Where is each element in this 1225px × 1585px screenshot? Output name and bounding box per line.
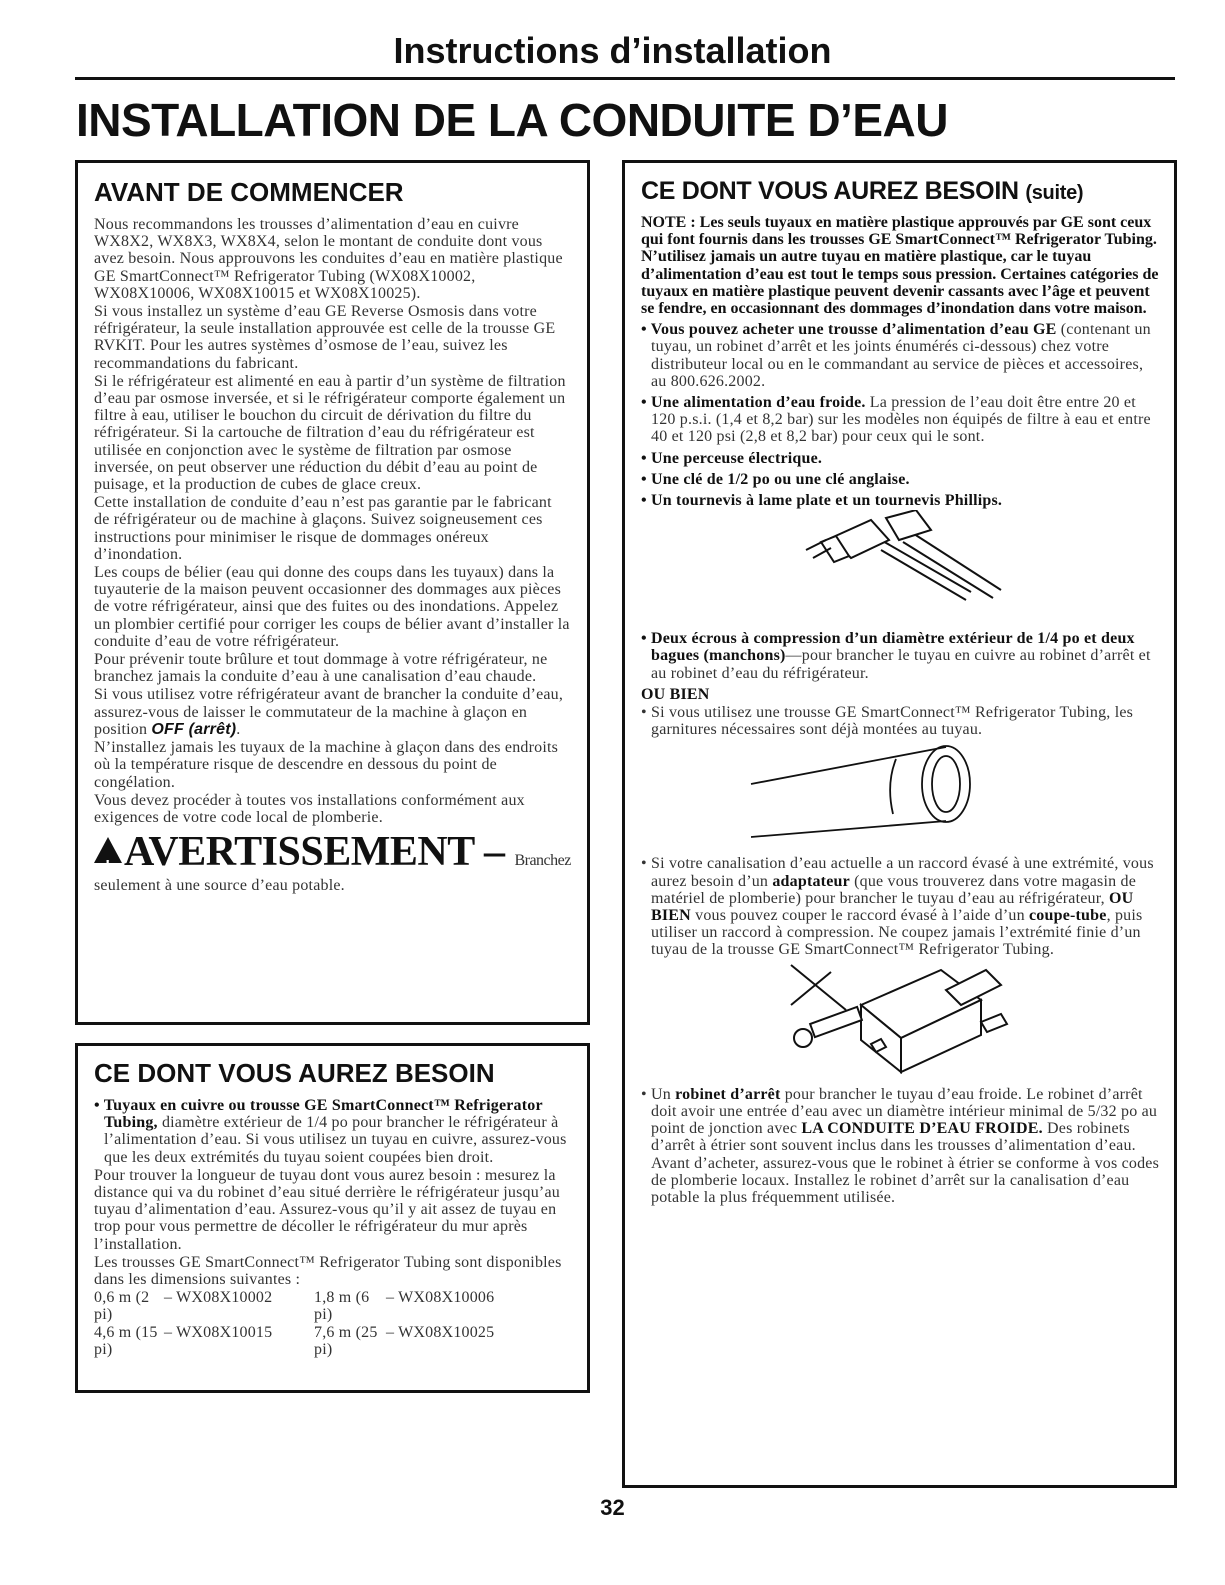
- besoin-heading: CE DONT VOUS AUREZ BESOIN: [94, 1058, 495, 1088]
- list-item: [641, 321, 1160, 390]
- warning-triangle-icon: [94, 837, 122, 876]
- avant-paragraph: Si vous installez un système d’eau GE Reverse Osmosis dans votre réfrigérateur, la seule installation approuvée est celle de la trousse GE RVKIT. Pour les autres systèmes d’osmose de l’eau, suivez les recommandations du fabricant.: [94, 303, 556, 372]
- ce-dont-box: [75, 1043, 590, 1393]
- tubing-sizes-table: [94, 1289, 573, 1358]
- warning-block: [94, 830, 571, 883]
- item-text: (que vous trouverez dans votre magasin de matériel de plomberie) pour brancher le tuyau d’eau au réfrigérateur,: [651, 872, 1136, 907]
- item-text: Des robinets d’arrêt à étrier sont souvent inclus dans les trousses d’alimentation d’eau. Avant d’acheter, assurez-vous que le robinet à étrier se conforme à vos codes de plomberie locaux. Installez le robinet d’arrêt sur la canalisation d’eau potable la plus fréquemment utilisée.: [651, 1120, 1160, 1206]
- tubing-bold: • Tuyaux en cuivre ou trousse GE SmartConnect™ Refrigerator Tubing,: [94, 1097, 543, 1132]
- item-text: • Si votre canalisation d’eau actuelle a un raccord évasé à une extrémité, vous aurez besoin d’un: [641, 855, 1154, 890]
- item-bold: • Vous pouvez acheter une trousse d’alimentation d’eau GE: [641, 321, 1057, 339]
- item-text: vous pouvez couper le raccord évasé à l’aide d’un: [690, 907, 1029, 925]
- item-text: • Un: [641, 1085, 676, 1103]
- page-number: 32: [600, 1495, 625, 1520]
- off-label: OFF (arrêt): [151, 720, 237, 738]
- besoin-paragraph: Pour trouver la longueur de tuyau dont vous aurez besoin : mesurez la distance qui va du robinet d’eau situé derrière le réfrigérateur jusqu’au tuyau d’alimentation d’eau. Assurez-vous qu’il y ait assez de tuyau en trop pour vous permettre de décoller le réfrigérateur du mur après l’installation.: [94, 1166, 560, 1253]
- item-text: , puis utiliser un raccord à compression. Ne coupez jamais l’extrémité finie d’un tuyau de la trousse GE SmartConnect™ Refrigerator Tubing.: [651, 907, 1143, 959]
- size-cell: 0,6 m (2 pi): [94, 1289, 150, 1324]
- avant-paragraph: Si le réfrigérateur est alimenté en eau à partir d’un système de filtration d’eau par osmose inversée, et si le réfrigérateur comporte également un filtre à eau, utiliser le bouchon du circuit de dérivation du filtre du réfrigérateur. Si la cartouche de filtration d’eau du réfrigérateur est utilisée en conjonction avec le système de filtration par osmose inversée, on peut observer une réduction du débit d’eau au point de puisage, et la production de cubes de glace creux.: [94, 372, 566, 494]
- list-item: [641, 1086, 1160, 1206]
- conduite-froide-text: LA CONDUITE D’EAU FROIDE.: [801, 1120, 1043, 1138]
- size-cell: 4,6 m (15 pi): [94, 1323, 158, 1358]
- item-rest: (contenant un tuyau, un robinet d’arrêt et les joints énumérés ci-dessous) chez votre distributeur local ou en le commandant au service de pièces et accessoires, au 800.626.2002.: [651, 321, 1151, 390]
- ce-dont-suite-box: [622, 160, 1177, 1488]
- plastic-tubing-note: NOTE : Les seuls tuyaux en matière plastique approuvés par GE sont ceux qui font fournis dans les trousses GE SmartConnect™ Refrigerator Tubing. N’utilisez jamais un autre tuyau en matière plastique, car le tuyau d’alimentation d’eau est tout le temps sous pression. Certaines catégories de tuyaux en matière plastique peuvent devenir cassants avec l’âge et peuvent se fendre, en occasionnant des dommages d’inondation dans votre maison.: [641, 214, 1159, 318]
- adaptateur-text: adaptateur: [772, 872, 850, 890]
- list-item: • Une perceuse électrique.: [641, 449, 823, 467]
- avant-paragraph: [94, 686, 571, 738]
- avant-paragraph: Vous devez procéder à toutes vos installations conformément aux exigences de votre code local de plomberie.: [94, 791, 525, 826]
- item-text: pour brancher le tuyau d’eau froide. Le robinet d’arrêt doit avoir une entrée d’eau avec un diamètre intérieur minimal de 5/32 po au point de jonction avec: [651, 1085, 1158, 1138]
- besoin-paragraph: Les trousses GE SmartConnect™ Refrigerator Tubing sont disponibles dans les dimensions suivantes :: [94, 1253, 562, 1289]
- suite-body: [641, 321, 1160, 1206]
- ou-bien-inline: OU BIEN: [651, 889, 1134, 925]
- warning-mark: !: [105, 858, 110, 876]
- coupe-tube-text: coupe-tube: [1029, 907, 1107, 925]
- size-cell: 1,8 m (6 pi): [314, 1289, 370, 1324]
- avant-body: [94, 216, 571, 826]
- avant-paragraph: N’installez jamais les tuyaux de la machine à glaçon dans des endroits où la température risque de descendre en dessous du point de congélation.: [94, 739, 559, 791]
- avant-de-commencer-box: [75, 160, 590, 1025]
- suite-heading-main: CE DONT VOUS AUREZ BESOIN: [641, 177, 1019, 205]
- suite-heading-suffix: (suite): [1025, 182, 1084, 204]
- compression-fittings-illustration: [641, 510, 1161, 630]
- size-cell: – WX08X10006: [386, 1289, 495, 1307]
- header-title: Instructions d’installation: [393, 30, 832, 71]
- item-rest: —pour brancher le tuyau en cuivre au robinet d’arrêt et au robinet d’eau du réfrigérateur.: [651, 647, 1151, 682]
- warning-word: AVERTISSEMENT: [124, 829, 474, 876]
- plastic-tubing-illustration: [641, 739, 1161, 849]
- size-cell: – WX08X10015: [164, 1323, 273, 1341]
- avant-paragraph: Cette installation de conduite d’eau n’est pas garantie par le fabricant de réfrigérateur ou de machine à glaçons. Suivez soigneusement ces instructions pour minimiser le risque de dommages onéreux d’inondation.: [94, 494, 552, 563]
- avant-paragraph: Nous recommandons les trousses d’alimentation d’eau en cuivre WX8X2, WX8X3, WX8X4, selon le montant de conduite dont vous avez besoin. Nous approuvons les conduites d’eau en matière plastique GE SmartConnect™ Refrigerator Tubing (WX08X10002, WX08X10006, WX08X10015 et WX08X10025).: [94, 216, 563, 302]
- list-item: • Si vous utilisez une trousse GE SmartConnect™ Refrigerator Tubing, les garnitures nécessaires sont déjà montées au tuyau.: [641, 704, 1134, 739]
- besoin-body: [94, 1097, 573, 1358]
- ice-switch-text: Si vous utilisez votre réfrigérateur avant de brancher la conduite d’eau, assurez-vous de laisser le commutateur de la machine à glaçon en position: [94, 686, 564, 738]
- item-bold: • Une alimentation d’eau froide.: [641, 394, 866, 412]
- avant-heading: AVANT DE COMMENCER: [94, 177, 404, 207]
- ou-bien-label: OU BIEN: [641, 685, 710, 703]
- robinet-arret-text: robinet d’arrêt: [675, 1085, 781, 1103]
- size-cell: – WX08X10025: [386, 1323, 495, 1341]
- list-item: [641, 855, 1160, 958]
- item-rest: La pression de l’eau doit être entre 20 et 120 p.s.i. (1,4 et 8,2 bar) sur les modèles non équipés de filtre à eau et entre 40 et 120 psi (2,8 et 8,2 bar) pour ceux qui le sont.: [651, 394, 1151, 446]
- tubing-rest: diamètre extérieur de 1/4 po pour brancher le réfrigérateur à l’alimentation d’eau. Si vous utilisez un tuyau en cuivre, assurez-vous que les deux extrémités du tuyau soient coupées bien droit.: [104, 1114, 567, 1166]
- size-cell: 7,6 m (25 pi): [314, 1323, 378, 1358]
- warning-dash: –: [473, 829, 515, 876]
- avant-paragraph: Pour prévenir toute brûlure et tout dommage à votre réfrigérateur, ne branchez jamais la conduite d’eau à une canalisation d’eau chaude.: [94, 651, 548, 686]
- list-item: • Une clé de 1/2 po ou une clé anglaise.: [641, 470, 910, 488]
- avant-paragraph: Les coups de bélier (eau qui donne des coups dans les tuyaux) dans la tuyauterie de la maison peuvent occasionner des dommages aux pièces de votre réfrigérateur, ainsi que des fuites ou des inondations. Appelez un plombier certifié pour corriger les coups de bélier avant d’installer la conduite d’eau de votre réfrigérateur.: [94, 564, 570, 650]
- warning-tail: Branchez: [514, 852, 571, 870]
- list-item: [641, 394, 1160, 446]
- item-bold: • Deux écrous à compression d’un diamètre extérieur de 1/4 po et deux bagues (manchons): [641, 630, 1135, 665]
- list-item: • Un tournevis à lame plate et un tournevis Phillips.: [641, 492, 1003, 510]
- ice-switch-end: .: [236, 720, 241, 738]
- list-item: [641, 630, 1160, 682]
- page-title: INSTALLATION DE LA CONDUITE D’EAU: [76, 94, 948, 146]
- suite-heading: [641, 177, 1160, 206]
- besoin-item-tubing: [94, 1097, 573, 1166]
- size-cell: – WX08X10002: [164, 1289, 273, 1307]
- shutoff-valve-illustration: [641, 960, 1161, 1080]
- header-divider: [75, 77, 1175, 80]
- warning-text: seulement à une source d’eau potable.: [94, 877, 345, 895]
